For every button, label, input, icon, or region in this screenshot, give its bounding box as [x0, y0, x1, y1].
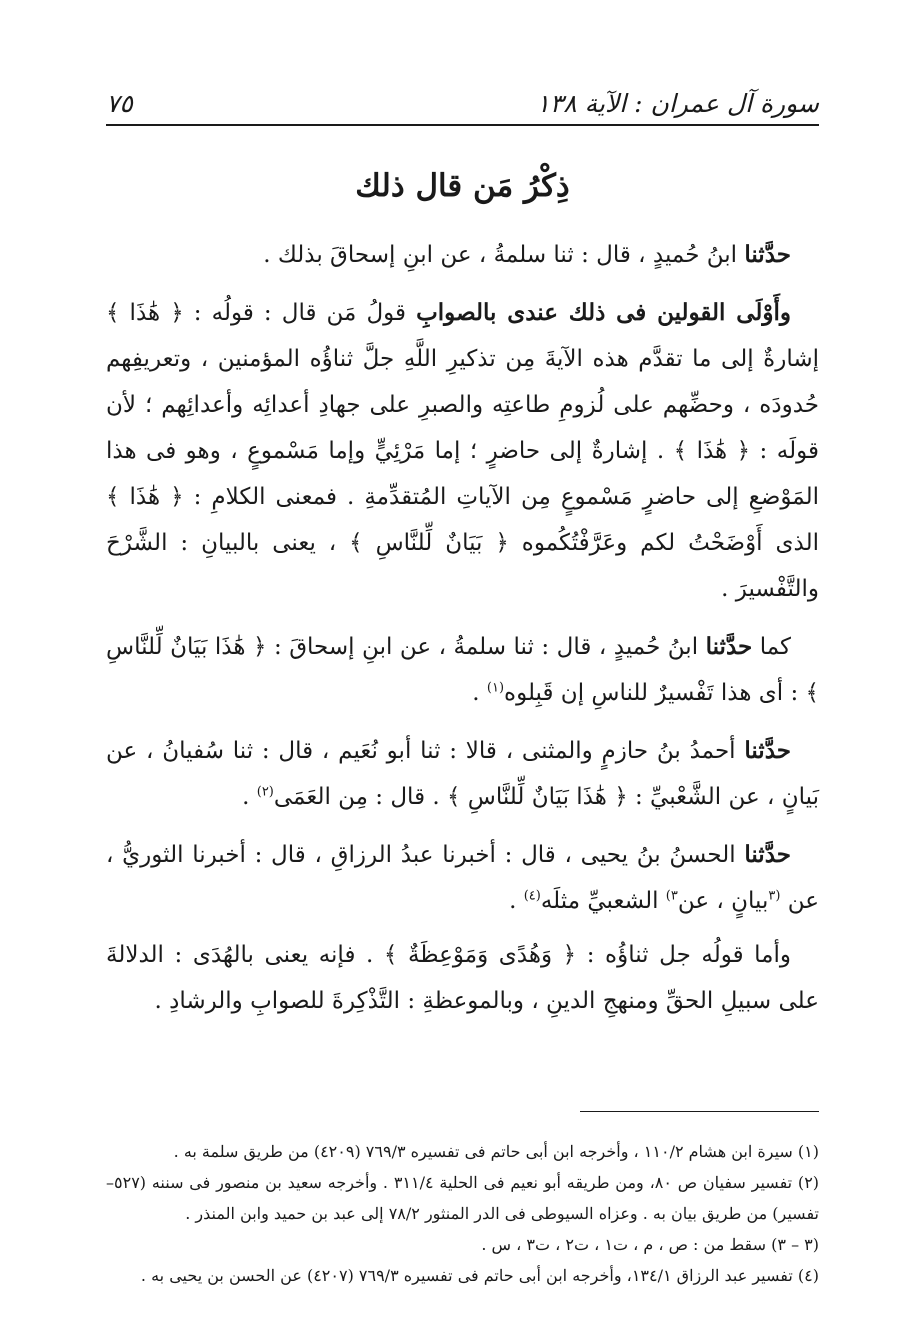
- paragraph-3-pre: كما: [752, 634, 791, 660]
- paragraph-2: [106, 290, 819, 612]
- footnote-rule: [580, 1111, 819, 1112]
- paragraph-5-text: الحسنُ بنُ يحيى ، قال : أخبرنا عبدُ الرزاقِ ، قال : أخبرنا الثوريُّ ، عن: [106, 842, 819, 914]
- paragraph-5-mid1: بيانٍ ، عن: [677, 888, 769, 914]
- paragraph-5-end: .: [509, 888, 524, 914]
- section-title: ذِكْرُ مَن قال ذلك: [355, 168, 570, 204]
- footnote-ref-4: (٤): [523, 888, 541, 904]
- paragraph-5-mid2: الشعبيِّ مثلَه: [540, 888, 666, 914]
- paragraph-3-text: ابنُ حُميدٍ ، قال : ثنا سلمةُ ، عن ابنِ إسحاقَ : ﴿ هَٰذَا بَيَانٌ لِّلنَّاسِ ﴾ : أى هذا تَفْسيرٌ للناسِ إن قَبِلوه: [106, 634, 819, 706]
- page-number: ٧٥: [106, 89, 133, 118]
- footnote-ref-2: (٢): [256, 784, 274, 800]
- footnote-3: (٣ – ٣) سقط من : ص ، م ، ت١ ، ت٢ ، ت٣ ، س .: [481, 1235, 819, 1254]
- footnote-1: (١) سيرة ابن هشام ١١٠/٢ ، وأخرجه ابن أبى حاتم فى تفسيره ٧٦٩/٣ (٤٢٠٩) من طريق سلمة به .: [173, 1142, 819, 1161]
- header-rule: [106, 124, 819, 126]
- paragraph-3-end: .: [472, 680, 487, 706]
- footnote-2: (٢) تفسير سفيان ص ٨٠، ومن طريقه أبو نعيم فى الحلية ٣١١/٤ . وأخرجه سعيد بن منصور فى سننه (٥٢٧– تفسير) من طريق بيان به . وعزاه السيوطى فى الدر المنثور ٧٨/٢ إلى عبد بن حميد وابن المنذر .: [106, 1173, 820, 1223]
- footnote-ref-1: (١): [486, 680, 505, 696]
- page-header: [106, 78, 819, 118]
- paragraph-2-text: قولُ مَن قال : قولُه : ﴿ هَٰذَا ﴾ إشارةٌ إلى ما تقدَّم هذه الآيةَ مِن تذكيرِ اللَّهِ جلَّ ثناؤُه المؤمنين ، وتعريفِهم حُدودَه ، وحضِّهم على لُزومِ طاعتِه والصبرِ على جهادِ أعدائِه وأعدائِهم ؛ لأن قولَه : ﴿ هَٰذَا ﴾ . إشارةٌ إلى حاضرٍ ؛ إما مَرْئِيٍّ وإما مَسْموعٍ ، وهو فى هذا المَوْضعِ إلى حاضرٍ مَسْموعٍ مِن الآياتِ المُتقدِّمةِ . فمعنى الكلامِ : ﴿ هَٰذَا ﴾ الذى أَوْضَحْتُ لكم وعَرَّفْتُكُموه ﴿ بَيَانٌ لِّلنَّاسِ ﴾ ، يعنى بالبيانِ : الشَّرْحَ والتَّفْسيرَ .: [106, 300, 819, 602]
- footnote-ref-3-end: ٣): [665, 888, 678, 904]
- running-title: سورة آل عمران : الآية ١٣٨: [536, 89, 819, 118]
- paragraph-4-lead: حدَّثنا: [744, 737, 791, 764]
- paragraph-3: [106, 624, 819, 716]
- footnotes: [106, 1136, 819, 1291]
- paragraph-6: [106, 932, 819, 1024]
- paragraph-5-lead: حدَّثنا: [744, 841, 791, 868]
- paragraph-4-end: .: [242, 784, 257, 810]
- paragraph-1-text: ابنُ حُميدٍ ، قال : ثنا سلمةُ ، عن ابنِ إسحاقَ بذلك .: [263, 242, 745, 268]
- footnote-4: (٤) تفسير عبد الرزاق ١٣٤/١، وأخرجه ابن أبى حاتم فى تفسيره ٧٦٩/٣ (٤٢٠٧) عن الحسن بن يحيى به .: [140, 1266, 819, 1285]
- main-text: [106, 232, 819, 1036]
- paragraph-4-text: أحمدُ بنُ حازمٍ والمثنى ، قالا : ثنا أبو نُعَيم ، قال : ثنا سُفيانُ ، عن بَيانٍ ، عن الشَّعْبيِّ : ﴿ هَٰذَا بَيَانٌ لِّلنَّاسِ ﴾ . قال : مِن العَمَى: [106, 738, 819, 810]
- paragraph-3-lead: حدَّثنا: [705, 633, 753, 660]
- paragraph-4: [106, 728, 819, 820]
- paragraph-2-lead: وأَوْلَى القولين فى ذلك عندى بالصوابِ: [416, 299, 792, 326]
- paragraph-6-text: وأما قولُه جل ثناؤُه : ﴿ وَهُدًى وَمَوْعِظَةٌ ﴾ . فإنه يعنى بالهُدَى : الدلالةَ على سبيلِ الحقِّ ومنهجِ الدينِ ، وبالموعظةِ : التَّذْكِرةَ للصوابِ والرشادِ .: [106, 942, 819, 1014]
- paragraph-1: [106, 232, 819, 278]
- paragraph-1-lead: حدَّثنا: [744, 241, 791, 268]
- paragraph-5: [106, 832, 819, 924]
- footnote-ref-3-start: (٣: [768, 888, 781, 904]
